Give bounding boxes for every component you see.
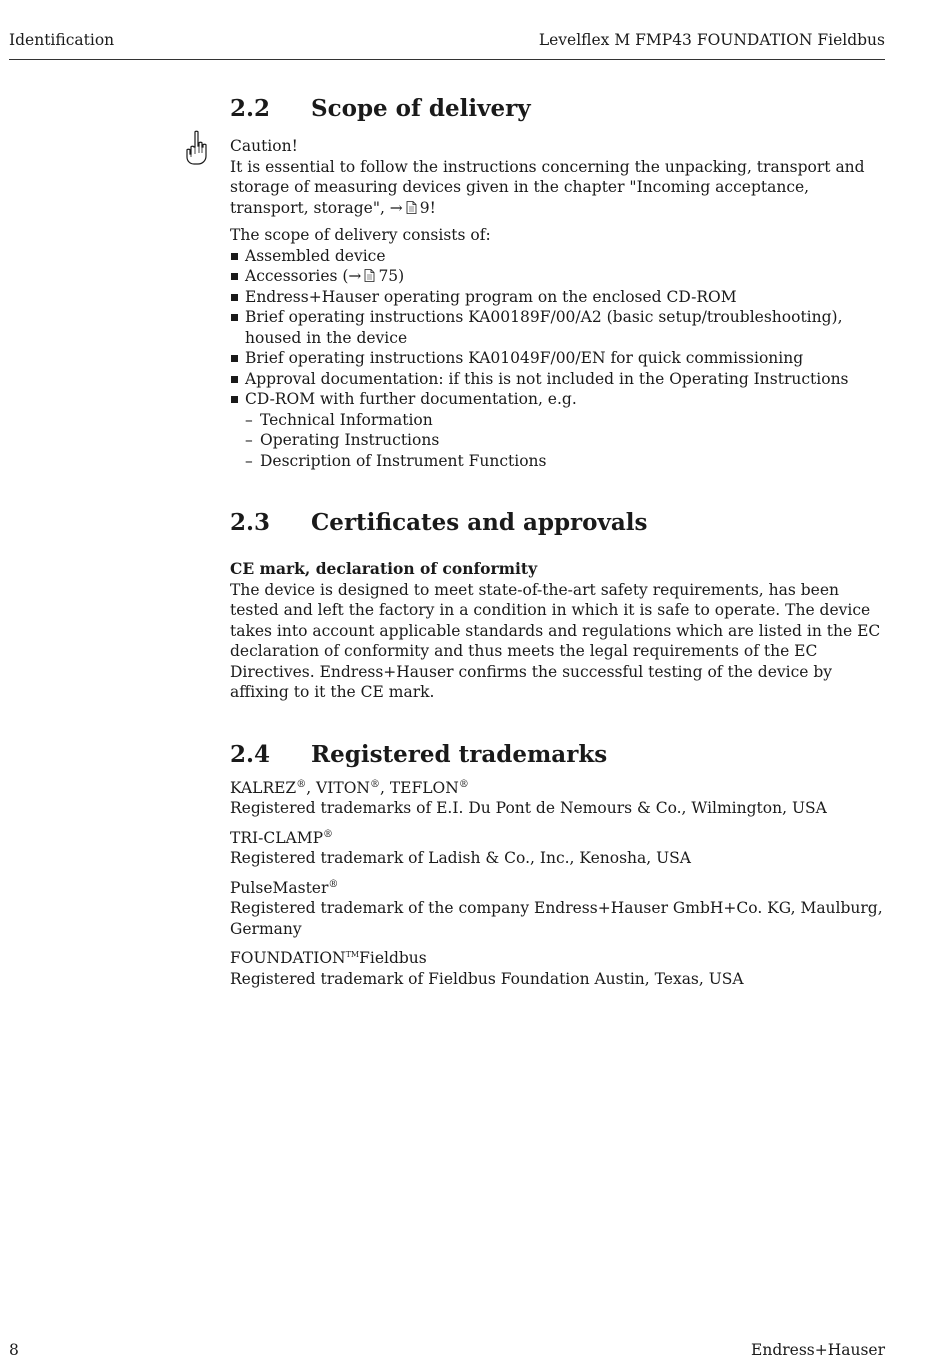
trademark-entry xyxy=(230,778,890,819)
caution-note xyxy=(230,136,890,218)
section-number: 2.4 xyxy=(230,740,271,768)
caution-label: Caution! xyxy=(230,137,298,155)
header-document-title: Levelflex M FMP43 FOUNDATION Fieldbus xyxy=(538,31,885,49)
trademark-entry xyxy=(230,828,890,869)
section-heading-scope xyxy=(230,94,890,124)
header-section-title: Identification xyxy=(9,31,115,49)
registered-mark: ® xyxy=(458,778,469,790)
footer-brand: Endress+Hauser xyxy=(751,1341,885,1359)
section-heading-certificates xyxy=(230,508,890,538)
scope-list xyxy=(230,246,890,472)
list-item xyxy=(230,266,890,287)
section-heading-trademarks xyxy=(230,740,890,770)
trademark-entry xyxy=(230,878,890,940)
list-item xyxy=(230,389,890,471)
page-reference-icon xyxy=(364,269,375,282)
section-number: 2.3 xyxy=(230,509,271,536)
list-item: Endress+Hauser operating program on the enclosed CD-ROM xyxy=(230,287,890,308)
cd-rom-sublist xyxy=(245,410,890,472)
registered-mark: ® xyxy=(323,828,334,840)
list-item: Brief operating instructions KA01049F/00/EN for quick commissioning xyxy=(230,348,890,369)
list-item: Brief operating instructions KA00189F/00/A2 (basic setup/troubleshooting), housed in the device xyxy=(230,307,890,348)
page-number: 8 xyxy=(9,1341,19,1359)
registered-mark: ® xyxy=(296,778,307,790)
trademark-viton: , VITON xyxy=(306,778,370,797)
trademark-names xyxy=(230,948,890,969)
trademark-description: Registered trademarks of E.I. Du Pont de Nemours & Co., Wilmington, USA xyxy=(230,799,827,817)
page-reference-icon xyxy=(406,201,417,214)
section-title: Certificates and approvals xyxy=(311,509,648,536)
registered-mark: ® xyxy=(328,878,339,890)
header-divider xyxy=(9,59,885,60)
caution-hand-icon xyxy=(184,130,208,166)
trademark-entry xyxy=(230,948,890,989)
cd-rom-label: CD-ROM with further documentation, e.g. xyxy=(245,390,577,408)
caution-page-ref: 9! xyxy=(419,198,436,217)
trademark-fieldbus: Fieldbus xyxy=(359,949,427,967)
trademark-description: Registered trademark of Ladish & Co., Inc., Kenosha, USA xyxy=(230,849,691,867)
sublist-item: – Operating Instructions xyxy=(245,430,890,451)
section-title: Scope of delivery xyxy=(311,95,531,122)
section-number: 2.2 xyxy=(230,95,271,122)
ce-mark-body: The device is designed to meet state-of-the-art safety requirements, has been tested and left the factory in a condition in which it is safe to operate. The device takes into account applicable standards and regulations which are listed in the EC declaration of conformity and thus meets the legal requirements of the EC Directives. Endress+Hauser confirms the successful testing of the device by affixing to it the CE mark. xyxy=(230,580,881,701)
scope-intro: The scope of delivery consists of: xyxy=(230,226,491,244)
list-item: Approval documentation: if this is not included in the Operating Instructions xyxy=(230,369,890,390)
ce-mark-subtitle: CE mark, declaration of conformity xyxy=(230,559,538,578)
sublist-item: – Technical Information xyxy=(245,410,890,431)
accessories-label: Accessories (→ xyxy=(245,267,362,285)
list-item: Assembled device xyxy=(230,246,890,267)
trademark-teflon: , TEFLON xyxy=(379,778,459,797)
trademark-description: Registered trademark of Fieldbus Foundation Austin, Texas, USA xyxy=(230,969,744,988)
caution-text xyxy=(230,157,890,219)
accessories-page-ref: 75) xyxy=(378,267,405,285)
trademark-foundation: FOUNDATION xyxy=(230,949,346,967)
trademark-description: Registered trademark of the company Endress+Hauser GmbH+Co. KG, Maulburg, Germany xyxy=(230,899,883,938)
registered-mark: ® xyxy=(369,778,380,790)
trademark-names xyxy=(230,828,890,849)
sublist-item: – Description of Instrument Functions xyxy=(245,451,890,472)
trademark-names xyxy=(230,878,890,899)
page-content xyxy=(230,94,890,989)
trademark-names xyxy=(230,778,890,799)
caution-text-body: It is essential to follow the instructions concerning the unpacking, transport and storage of measuring devices given in the chapter "Incoming acceptance, transport, storage", → xyxy=(230,157,865,217)
trademark-kalrez: KALREZ xyxy=(230,778,297,797)
trademark-pulsemaster: PulseMaster xyxy=(230,878,329,897)
trademark-mark: TM xyxy=(345,949,360,959)
trademark-triclamp: TRI-CLAMP xyxy=(230,828,324,847)
section-title: Registered trademarks xyxy=(311,740,608,768)
